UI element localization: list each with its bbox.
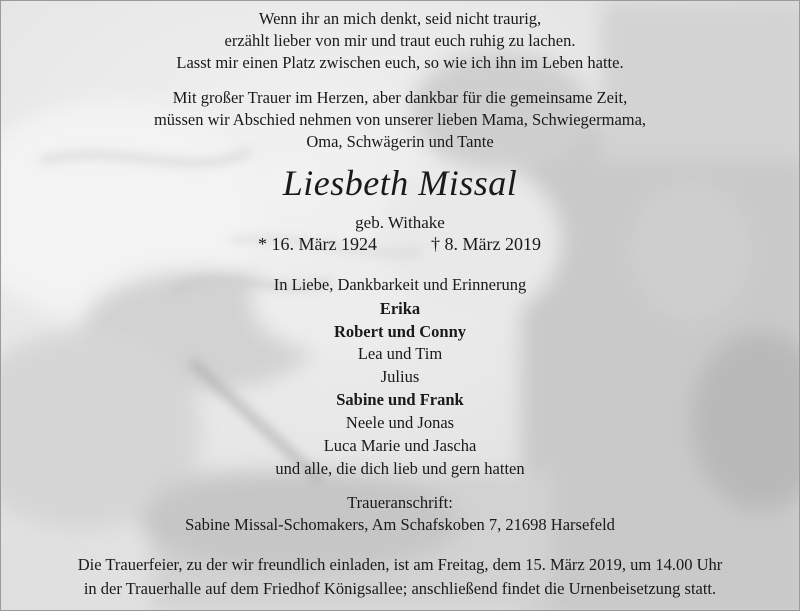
poem-line: Lasst mir einen Platz zwischen euch, so wie ich ihn im Leben hatte. [176,53,624,72]
mourner-line: Julius [380,367,420,386]
funeral-info-line: in der Trauerhalle auf dem Friedhof Königsallee; anschließend findet die Urnenbeisetzung statt. [83,579,717,598]
life-dates [1,235,799,255]
mourners-intro: In Liebe, Dankbarkeit und Erinnerung [273,275,527,294]
intro-line: Mit großer Trauer im Herzen, aber dankbar für die gemeinsame Zeit, [172,88,628,107]
mourner-line: Sabine und Frank [336,390,464,409]
poem-line: erzählt lieber von mir und traut euch ruhig zu lachen. [224,31,576,50]
birth-date: * 16. März 1924 [258,234,377,254]
mourner-line: Neele und Jonas [345,413,455,432]
maiden-name: geb. Withake [355,213,445,232]
mourner-line: Erika [379,299,421,318]
funeral-info-line: Die Trauerfeier, zu der wir freundlich einladen, ist am Freitag, dem 15. März 2019, um 14.00 Uhr [77,555,723,574]
address-line: Sabine Missal-Schomakers, Am Schafskoben 7, 21698 Harsefeld [185,515,615,534]
death-date: † 8. März 2019 [431,234,541,254]
notice-content [1,1,799,610]
mourner-line: Lea und Tim [357,344,443,363]
poem-line: Wenn ihr an mich denkt, seid nicht traurig, [258,9,542,28]
deceased-name: Liesbeth Missal [282,163,518,203]
intro-line: müssen wir Abschied nehmen von unserer lieben Mama, Schwiegermama, [153,110,647,129]
mourner-line: Robert und Conny [333,322,467,341]
mourner-line: Luca Marie und Jascha [323,436,477,455]
mourner-line: und alle, die dich lieb und gern hatten [275,459,525,478]
address-label: Traueranschrift: [347,493,453,512]
intro-line: Oma, Schwägerin und Tante [306,132,494,151]
